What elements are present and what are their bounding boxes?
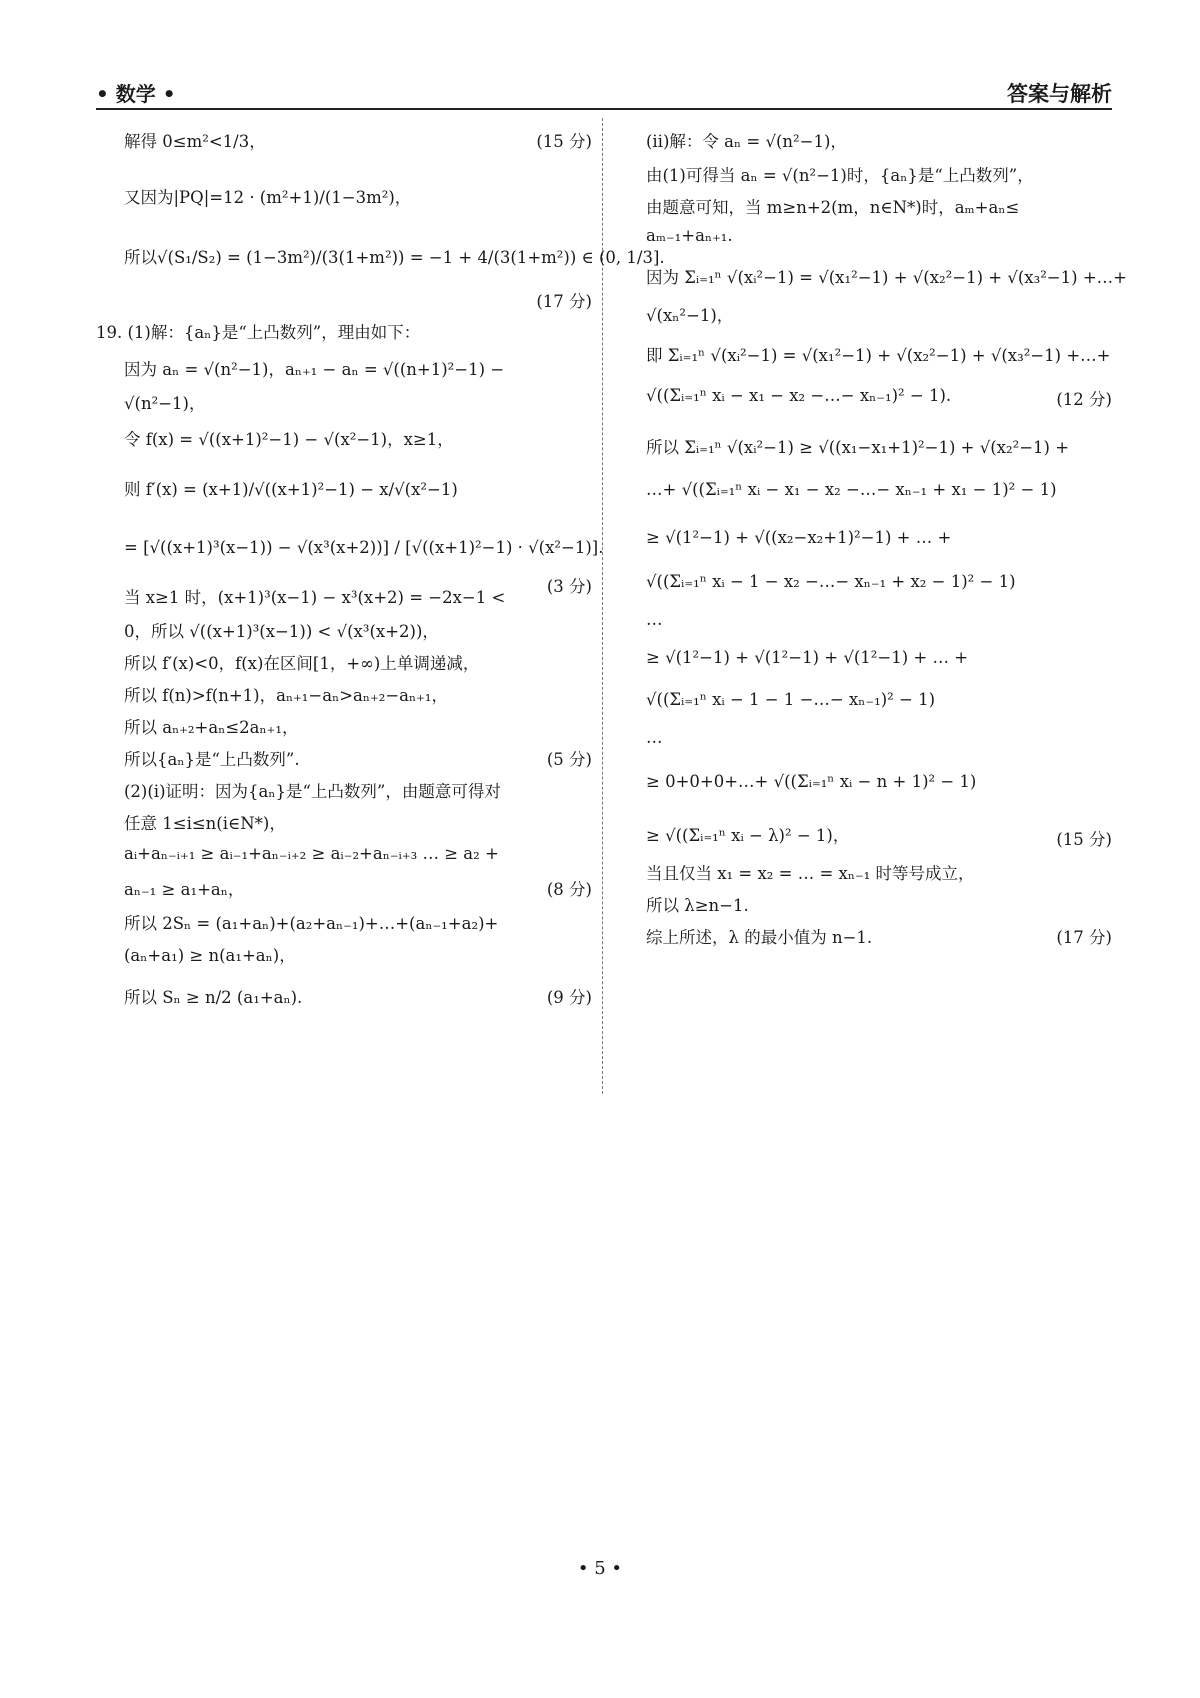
- solution-line: = [√((x+1)³(x−1)) − √(x³(x+2))] / [√((x+1)²−1) · √(x²−1)].: [124, 538, 604, 557]
- solution-line: 由(1)可得当 aₙ = √(n²−1)时，{aₙ}是“上凸数列”，: [646, 166, 1034, 185]
- score-marker: (15 分): [1056, 830, 1112, 849]
- solution-line: 所以 2Sₙ = (a₁+aₙ)+(a₂+aₙ₋₁)+…+(aₙ₋₁+a₂)+: [124, 914, 499, 933]
- score-marker: (8 分): [546, 880, 592, 899]
- solution-line: aᵢ+aₙ₋ᵢ₊₁ ≥ aᵢ₋₁+aₙ₋ᵢ₊₂ ≥ aᵢ₋₂+aₙ₋ᵢ₊₃ … ≥ a₂ +: [124, 844, 499, 863]
- solution-line: (2)(ⅰ)证明：因为{aₙ}是“上凸数列”，由题意可得对: [124, 782, 501, 801]
- solution-line: 当且仅当 x₁ = x₂ = … = xₙ₋₁ 时等号成立，: [646, 864, 975, 883]
- solution-line: 解得 0≤m²<1/3，: [124, 132, 266, 151]
- solution-line: …: [646, 728, 663, 747]
- solution-line: 又因为|PQ|=12 · (m²+1)/(1−3m²)，: [124, 188, 412, 207]
- subject-label: • 数学 •: [96, 82, 176, 106]
- solution-line: (ⅱ)解：令 aₙ = √(n²−1)，: [646, 132, 847, 151]
- header-rule: [96, 108, 1112, 110]
- section-title: 答案与解析: [1007, 81, 1112, 106]
- score-marker: (15 分): [536, 132, 592, 151]
- solution-line: √((Σᵢ₌₁ⁿ xᵢ − 1 − 1 −…− xₙ₋₁)² − 1): [646, 690, 936, 709]
- solution-line: 所以 Σᵢ₌₁ⁿ √(xᵢ²−1) ≥ √((x₁−x₁+1)²−1) + √(x₂²−1) +: [646, 438, 1070, 457]
- solution-line: 所以 f(n)>f(n+1)，aₙ₊₁−aₙ>aₙ₊₂−aₙ₊₁，: [124, 686, 448, 705]
- solution-line: √((Σᵢ₌₁ⁿ xᵢ − 1 − x₂ −…− xₙ₋₁ + x₂ − 1)² − 1): [646, 572, 1016, 591]
- solution-line: 0，所以 √((x+1)³(x−1)) < √(x³(x+2))，: [124, 622, 439, 641]
- solution-line: (aₙ+a₁) ≥ n(a₁+aₙ)，: [124, 946, 296, 965]
- solution-line: √(xₙ²−1)，: [646, 306, 734, 325]
- solution-line: 当 x≥1 时，(x+1)³(x−1) − x³(x+2) = −2x−1 <: [124, 588, 506, 607]
- score-marker: (9 分): [546, 988, 592, 1007]
- solution-line: 所以√(S₁/S₂) = (1−3m²)/(3(1+m²)) = −1 + 4/(3(1+m²)) ∈ (0, 1/3].: [124, 248, 665, 267]
- solution-line: 所以{aₙ}是“上凸数列”.: [124, 750, 300, 769]
- score-marker: (3 分): [546, 577, 592, 596]
- solution-line: √((Σᵢ₌₁ⁿ xᵢ − x₁ − x₂ −…− xₙ₋₁)² − 1).: [646, 386, 952, 405]
- page-number: • 5 •: [577, 1558, 623, 1579]
- solution-line: √(n²−1)，: [124, 394, 206, 413]
- solution-line: ≥ √((Σᵢ₌₁ⁿ xᵢ − λ)² − 1)，: [646, 826, 850, 845]
- solution-line: 令 f(x) = √((x+1)²−1) − √(x²−1)，x≥1，: [124, 430, 454, 449]
- solution-line: ≥ 0+0+0+…+ √((Σᵢ₌₁ⁿ xᵢ − n + 1)² − 1): [646, 772, 977, 791]
- problem-heading: 19. (1)解：{aₙ}是“上凸数列”，理由如下：: [96, 323, 421, 342]
- solution-line: …: [646, 610, 663, 629]
- solution-line: ≥ √(1²−1) + √(1²−1) + √(1²−1) + … +: [646, 648, 969, 667]
- solution-line: 因为 Σᵢ₌₁ⁿ √(xᵢ²−1) = √(x₁²−1) + √(x₂²−1) + √(x₃²−1) +…+: [646, 268, 1127, 287]
- solution-line: …+ √((Σᵢ₌₁ⁿ xᵢ − x₁ − x₂ −…− xₙ₋₁ + x₁ − 1)² − 1): [646, 480, 1057, 499]
- score-marker: (17 分): [536, 292, 592, 311]
- score-marker: (17 分): [1056, 928, 1112, 947]
- score-marker: (5 分): [546, 750, 592, 769]
- solution-line: 即 Σᵢ₌₁ⁿ √(xᵢ²−1) = √(x₁²−1) + √(x₂²−1) + √(x₃²−1) +…+: [646, 346, 1111, 365]
- solution-line: 所以 f′(x)<0，f(x)在区间[1，+∞)上单调递减，: [124, 654, 480, 673]
- solution-line: 所以 λ≥n−1.: [646, 896, 749, 915]
- solution-line: 所以 aₙ₊₂+aₙ≤2aₙ₊₁，: [124, 718, 299, 737]
- score-marker: (12 分): [1056, 390, 1112, 409]
- page-header: [96, 78, 1112, 108]
- solution-line: 则 f′(x) = (x+1)/√((x+1)²−1) − x/√(x²−1): [124, 480, 458, 499]
- solution-line: 任意 1≤i≤n(i∈N*)，: [124, 814, 286, 833]
- solution-line: aₙ₋₁ ≥ a₁+aₙ，: [124, 880, 245, 899]
- solution-line: 因为 aₙ = √(n²−1)，aₙ₊₁ − aₙ = √((n+1)²−1) −: [124, 360, 505, 379]
- solution-line: aₘ₋₁+aₙ₊₁.: [646, 226, 733, 245]
- solution-line: 综上所述，λ 的最小值为 n−1.: [646, 928, 873, 947]
- solution-line: 由题意可知，当 m≥n+2(m，n∈N*)时，aₘ+aₙ≤: [646, 198, 1020, 217]
- solution-line: 所以 Sₙ ≥ n/2 (a₁+aₙ).: [124, 988, 303, 1007]
- solution-line: ≥ √(1²−1) + √((x₂−x₂+1)²−1) + … +: [646, 528, 952, 547]
